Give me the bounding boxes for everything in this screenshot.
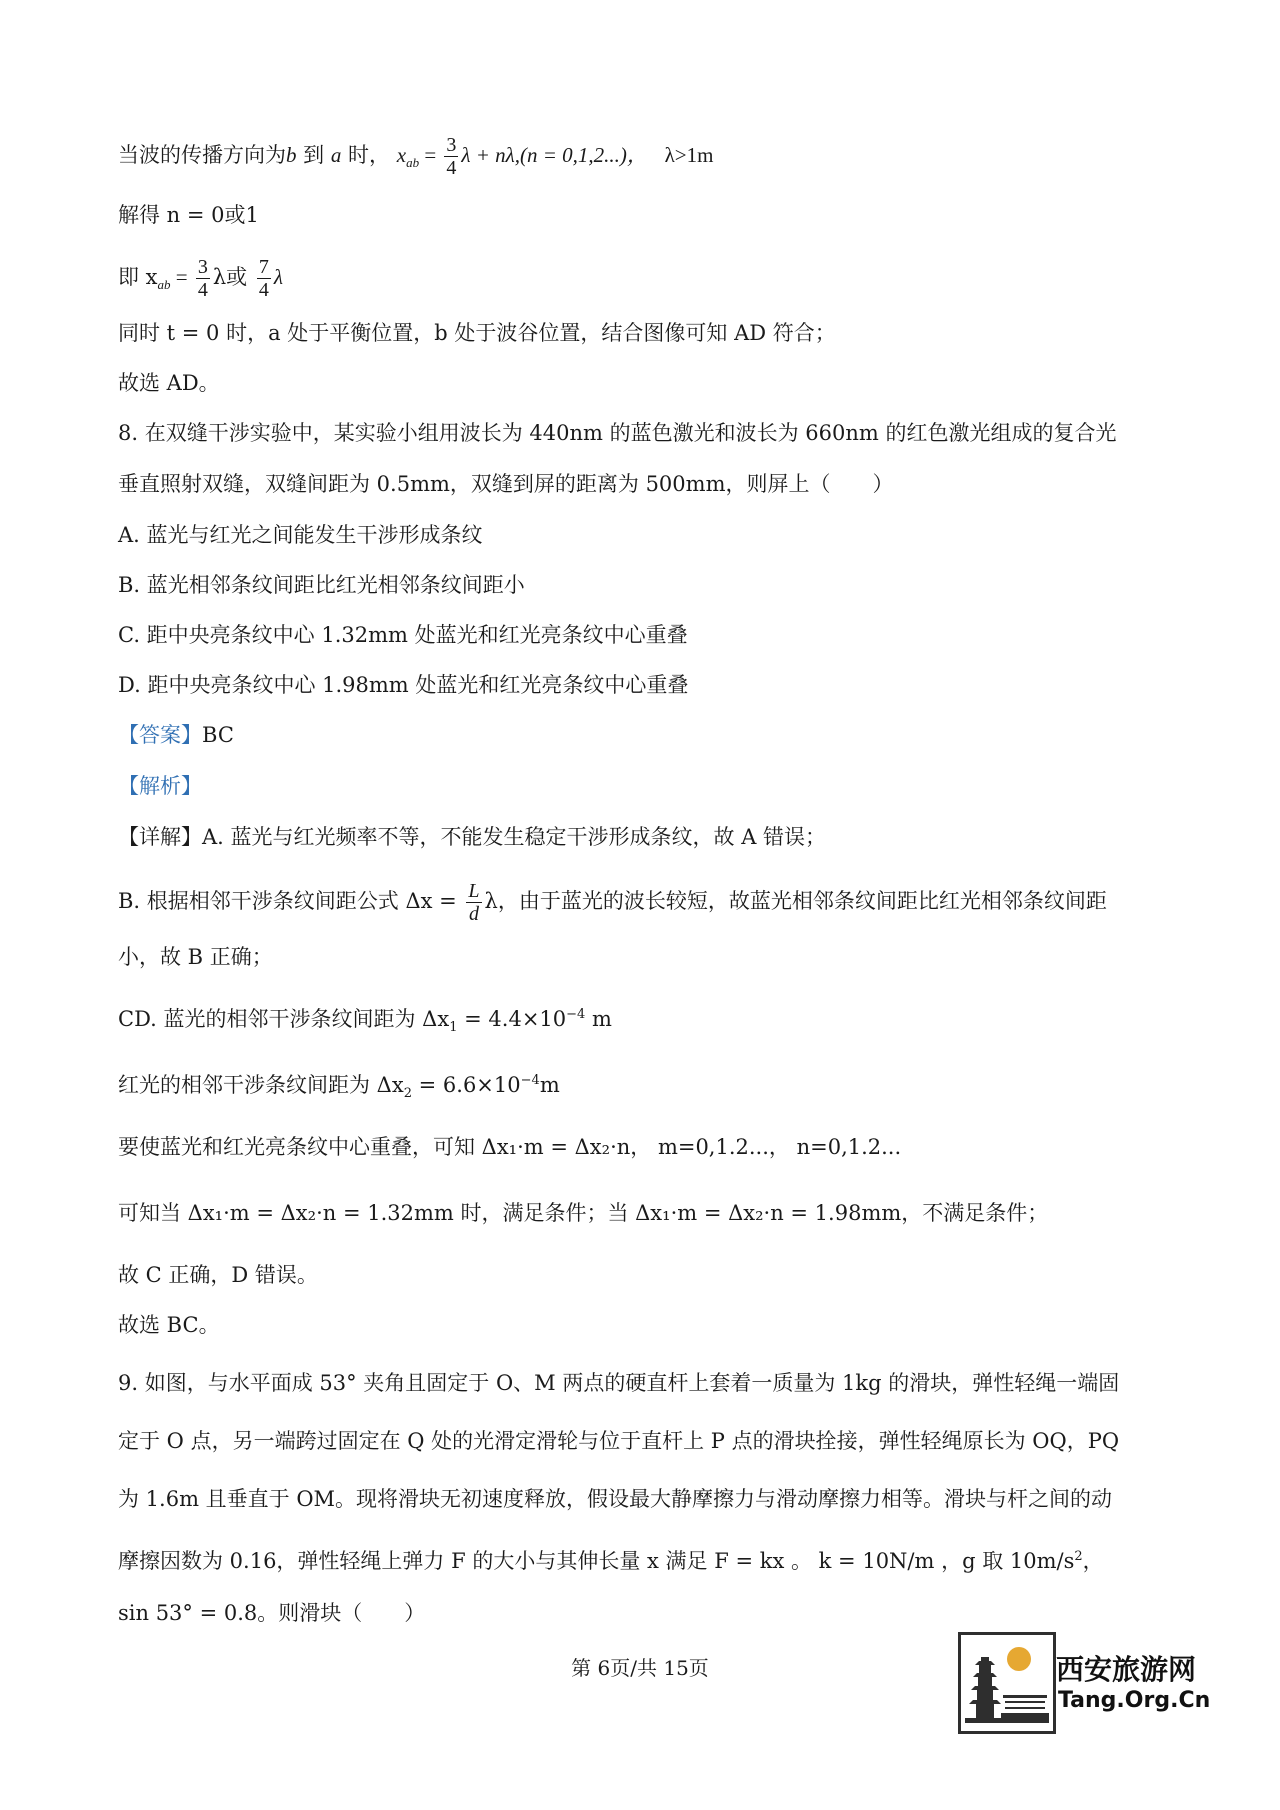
- solution-line-1: 当波的传播方向为b 到 a 时， $x_{ab}$ = $\frac{3}{4}$ λ + nλ,(n = 0,1,2...)， λ>1m: [118, 134, 714, 179]
- q9-line-1: 9. 如图，与水平面成 53° 夹角且固定于 O、M 两点的硬直杆上套着一质量为 1kg 的滑块，弹性轻绳一端固: [118, 1371, 1120, 1395]
- fraction-three-quarters: $\frac{3}{4}$: [446, 134, 457, 179]
- logo-url: Tang.Org.Cn: [1058, 1688, 1211, 1713]
- q8-option-a: A. 蓝光与红光之间能发生干涉形成条纹: [118, 523, 483, 547]
- q8-option-b: B. 蓝光相邻条纹间距比红光相邻条纹间距小: [118, 573, 525, 597]
- q8-choose: 故选 BC。: [118, 1313, 220, 1337]
- solution-line-5: 故选 AD。: [118, 371, 220, 395]
- solution-line-2: 解得 n = 0或1: [118, 203, 259, 227]
- q8-detail: 【详解】A. 蓝光与红光频率不等，不能发生稳定干涉形成条纹，故 A 错误；: [118, 825, 827, 849]
- q9-line-4: 摩擦因数为 0.16，弹性轻绳上弹力 F 的大小与其伸长量 x 满足 F = kx 。 k = 10N/m ，g 取 $10m/s^2$，: [118, 1549, 1104, 1573]
- q8-option-c: C. 距中央亮条纹中心 1.32mm 处蓝光和红光亮条纹中心重叠: [118, 623, 688, 647]
- q8-analysis-tag: 【解析】: [118, 774, 202, 798]
- q8-stem-2: 垂直照射双缝，双缝间距为 0.5mm，双缝到屏的距离为 500mm，则屏上（ ）: [118, 472, 894, 496]
- q8-option-d: D. 距中央亮条纹中心 1.98mm 处蓝光和红光亮条纹中心重叠: [118, 673, 689, 697]
- solution-line-3: 即 $x_{ab}$ = $\frac{3}{4}$ λ或 $\frac{7}{4}$ λ: [118, 256, 283, 301]
- q8-b-line-2: 小，故 B 正确；: [118, 945, 273, 969]
- q9-line-3: 为 1.6m 且垂直于 OM。现将滑块无初速度释放，假设最大静摩擦力与滑动摩擦力相等。滑块与杆之间的动: [118, 1487, 1113, 1511]
- q8-cd-line-1: CD. 蓝光的相邻干涉条纹间距为 $\Delta x_1 = 4.4\times 10^{-4}$ m: [118, 1007, 612, 1036]
- page-footer: 第 6页/共 15页: [571, 1656, 709, 1680]
- q8-cd-line-3: 要使蓝光和红光亮条纹中心重叠，可知 Δx₁·m = Δx₂·n， m=0,1.2...， n=0,1.2...: [118, 1135, 902, 1159]
- solution-line-4: 同时 t = 0 时，a 处于平衡位置，b 处于波谷位置，结合图像可知 AD 符合；: [118, 321, 836, 345]
- pagoda-logo-icon: [958, 1632, 1056, 1734]
- q8-cd-line-2: 红光的相邻干涉条纹间距为 $\Delta x_2 = 6.6\times 10^{-4}m$: [118, 1073, 560, 1102]
- q8-b-line-1: B. 根据相邻干涉条纹间距公式 Δx = $\frac{L}{d}$ λ，由于蓝光的波长较短，故蓝光相邻条纹间距比红光相邻条纹间距: [118, 880, 1107, 925]
- q9-line-2: 定于 O 点，另一端跨过固定在 Q 处的光滑定滑轮与位于直杆上 P 点的滑块拴接，弹性轻绳原长为 OQ，PQ: [118, 1429, 1120, 1453]
- site-logo: [958, 1632, 1211, 1732]
- q8-stem-1: 8. 在双缝干涉实验中，某实验小组用波长为 440nm 的蓝色激光和波长为 660nm 的红色激光组成的复合光: [118, 421, 1117, 445]
- q8-cd-line-5: 故 C 正确，D 错误。: [118, 1263, 318, 1287]
- logo-title: 西安旅游网: [1056, 1653, 1197, 1686]
- q8-cd-line-4: 可知当 Δx₁·m = Δx₂·n = 1.32mm 时，满足条件；当 Δx₁·m = Δx₂·n = 1.98mm，不满足条件；: [118, 1201, 1049, 1225]
- q8-answer: 【答案】BC: [118, 723, 234, 747]
- q9-line-5: sin 53° = 0.8。则滑块（ ）: [118, 1601, 426, 1625]
